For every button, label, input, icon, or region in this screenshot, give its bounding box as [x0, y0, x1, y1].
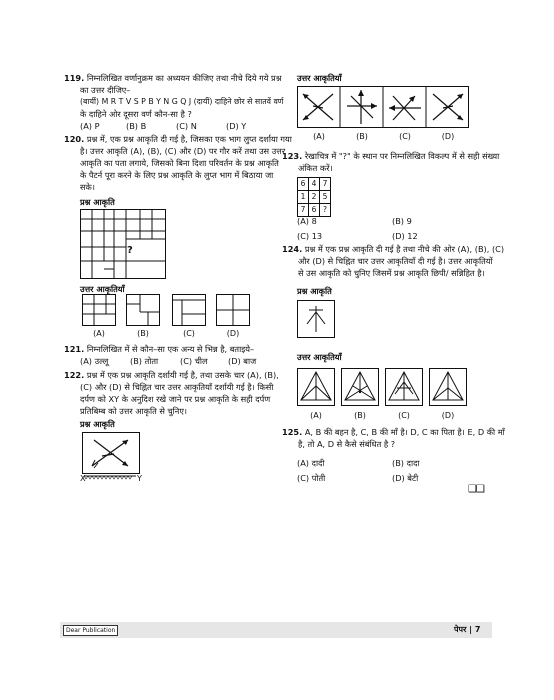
option-label-d: (D): [441, 132, 455, 141]
option-b[interactable]: (B) B: [126, 121, 147, 131]
answer-figure-d[interactable]: [433, 94, 463, 120]
question-figure-label: प्रश्न आकृति: [80, 419, 115, 429]
option-b[interactable]: (B) 9: [392, 216, 412, 226]
question-text-line: (C) और (D) से चिह्नित चार उत्तर आकृतियाँ दर्शायी गई है। किसी: [80, 382, 274, 392]
grid-cell: 4: [309, 178, 320, 191]
mirror-question-figure: [82, 432, 140, 474]
mirror-x-label: X: [80, 473, 86, 483]
option-label-a: (A): [310, 411, 322, 420]
question-120: [64, 133, 292, 193]
answer-figures-label: उत्तर आकृतियाँ: [80, 284, 125, 294]
question-text-line: है। उत्तर आकृति (A), (B), (C) और (D) पर गौर करें तथा उस उत्तर: [80, 146, 286, 156]
answer-figure-a[interactable]: [303, 94, 333, 120]
footer-bar: [60, 622, 492, 638]
question-text-line: के दाहिने ओर दूसरा वर्ण कौन-सा है ?: [80, 109, 192, 119]
end-mark: ❑❑: [468, 484, 484, 495]
option-b[interactable]: (B) तोता: [130, 356, 159, 366]
publisher-logo: Dear Publication: [63, 625, 118, 636]
question-text-line: से उस आकृति को चुनिए जिसमें प्रश्न आकृति छिपी/ सन्निहित है।: [298, 268, 485, 278]
grid-cell: 6: [298, 178, 309, 191]
question-text-line: रेखाचित्र में "?" के स्थान पर निम्नलिखित विकल्प में से सही संख्या: [304, 151, 500, 161]
question-text-line: सके।: [80, 182, 95, 192]
grid-cell: 5: [320, 191, 331, 204]
question-figure-label: प्रश्न आकृति: [80, 197, 115, 207]
option-b[interactable]: (B) दादा: [392, 458, 420, 468]
answer-figure-a[interactable]: [82, 294, 116, 326]
mirror-answer-figures: [297, 86, 469, 128]
option-a[interactable]: (A) दादी: [297, 458, 325, 468]
question-text-line: (बायीं) M R T V S P B Y N G Q J (दायीं) दाहिने छोर से सातवें वर्ण: [80, 97, 284, 106]
page-footer: [454, 624, 480, 636]
question-figure-label: प्रश्न आकृति: [297, 286, 332, 296]
question-text-line: अंकित करें।: [298, 163, 333, 173]
answer-figure-c[interactable]: [385, 368, 423, 406]
answer-figure-d[interactable]: [429, 368, 467, 406]
question-124: [282, 243, 505, 279]
question-text-line: प्रश्न में एक प्रश्न आकृति दर्शायी गई है, तथा उसके चार (A), (B),: [86, 370, 279, 380]
question-119: [64, 72, 284, 132]
question-number: 121.: [64, 344, 85, 354]
question-text-line: का उत्तर दीजिए–: [80, 85, 131, 95]
mirror-y-label: Y: [137, 473, 143, 483]
option-label-b: (B): [137, 329, 149, 338]
grid-cell: 7: [320, 178, 331, 191]
question-number: 125.: [282, 427, 303, 437]
option-label-b: (B): [354, 411, 366, 420]
option-d[interactable]: (D) बेटी: [392, 473, 419, 483]
option-a[interactable]: (A) P: [80, 121, 100, 131]
answer-figure-d[interactable]: [216, 294, 250, 326]
question-text-line: और (D) से चिह्नित चार उत्तर आकृतियाँ दी गई है। उत्तर आकृतियों: [298, 256, 493, 266]
option-d[interactable]: (D) बाज: [228, 356, 257, 366]
answer-figure-a[interactable]: [297, 368, 335, 406]
question-text-line: निम्नलिखित में से कौन–सा एक अन्य से भिन्न है, बताइये–: [86, 344, 255, 354]
question-text-line: प्रश्न में, एक प्रश्न आकृति दी गई है, जिसका एक भाग लुप्त दर्शाया गया: [86, 134, 292, 144]
grid-cell: ?: [320, 204, 331, 217]
option-d[interactable]: (D) Y: [226, 121, 247, 131]
question-text-line: प्रश्न में एक प्रश्न आकृति दी गई है तथा नीचे की ओर (A), (B), (C): [304, 244, 505, 254]
question-text-line: निम्नलिखित वर्णानुक्रम का अध्ययन कीजिए तथा नीचे दिये गये प्रश्न: [86, 73, 282, 83]
option-c[interactable]: (C) पोती: [297, 473, 326, 483]
footer-separator: |: [469, 625, 473, 634]
option-label-a: (A): [313, 132, 325, 141]
question-number: 124.: [282, 244, 303, 254]
answer-figure-c[interactable]: [172, 294, 206, 326]
answer-figures-label: उत्तर आकृतियाँ: [297, 352, 342, 362]
question-text-line: आकृति का पता लगाये, जिसको बिना दिशा परिवर्तन के प्रश्न आकृति: [80, 158, 279, 168]
number-grid: [297, 177, 331, 217]
grid-cell: 2: [309, 191, 320, 204]
hidden-figure-question: [297, 300, 335, 338]
option-label-a: (A): [93, 329, 105, 338]
option-a[interactable]: (A) 8: [297, 216, 317, 226]
option-c[interactable]: (C) N: [176, 121, 197, 131]
answer-figure-b[interactable]: [341, 368, 379, 406]
question-121: [64, 343, 274, 367]
question-number: 122.: [64, 370, 85, 380]
question-number: 123.: [282, 151, 303, 161]
question-122: [64, 369, 279, 417]
page-number: 7: [474, 625, 481, 634]
option-label-c: (C): [399, 132, 411, 141]
grid-cell: 6: [309, 204, 320, 217]
grid-cell: 1: [298, 191, 309, 204]
option-a[interactable]: (A) उल्लू: [80, 356, 109, 366]
option-c[interactable]: (C) चील: [180, 356, 208, 366]
question-number: 120.: [64, 134, 85, 144]
option-label-d: (D): [226, 329, 240, 338]
question-text-line: A, B की बहन है, C, B की माँ है। D, C का पिता है। E, D की माँ: [304, 427, 505, 437]
answer-figure-b[interactable]: [126, 294, 160, 326]
option-label-b: (B): [356, 132, 368, 141]
mirror-line: [84, 474, 136, 480]
question-text-line: के पैटर्न पूरा करने के लिए प्रश्न आकृति के लुप्त भाग में बिठाया जा: [80, 170, 274, 180]
grid-cell: 7: [298, 204, 309, 217]
missing-part-mark: ?: [127, 245, 133, 256]
question-text-line: दर्पण को XY के अनुदिश रखे जाने पर प्रश्न आकृति के सही दर्पण: [80, 394, 271, 404]
question-125: [282, 426, 505, 450]
option-label-c: (C): [398, 411, 410, 420]
question-text-line: प्रतिबिम्ब को उत्तर आकृति से चुनिए।: [80, 406, 187, 416]
question-text-line: है, तो A, D से कैसे संबंधित है ?: [298, 439, 396, 449]
option-c[interactable]: (C) 13: [297, 231, 323, 241]
option-label-c: (C): [183, 329, 195, 338]
page-label: पेपर: [454, 625, 467, 634]
question-123: [282, 150, 500, 174]
question-number: 119.: [64, 73, 85, 83]
option-d[interactable]: (D) 12: [392, 231, 418, 241]
answer-figures-label: उत्तर आकृतियाँ: [297, 73, 342, 83]
question-figure-grid: [80, 209, 166, 279]
option-label-d: (D): [441, 411, 455, 420]
